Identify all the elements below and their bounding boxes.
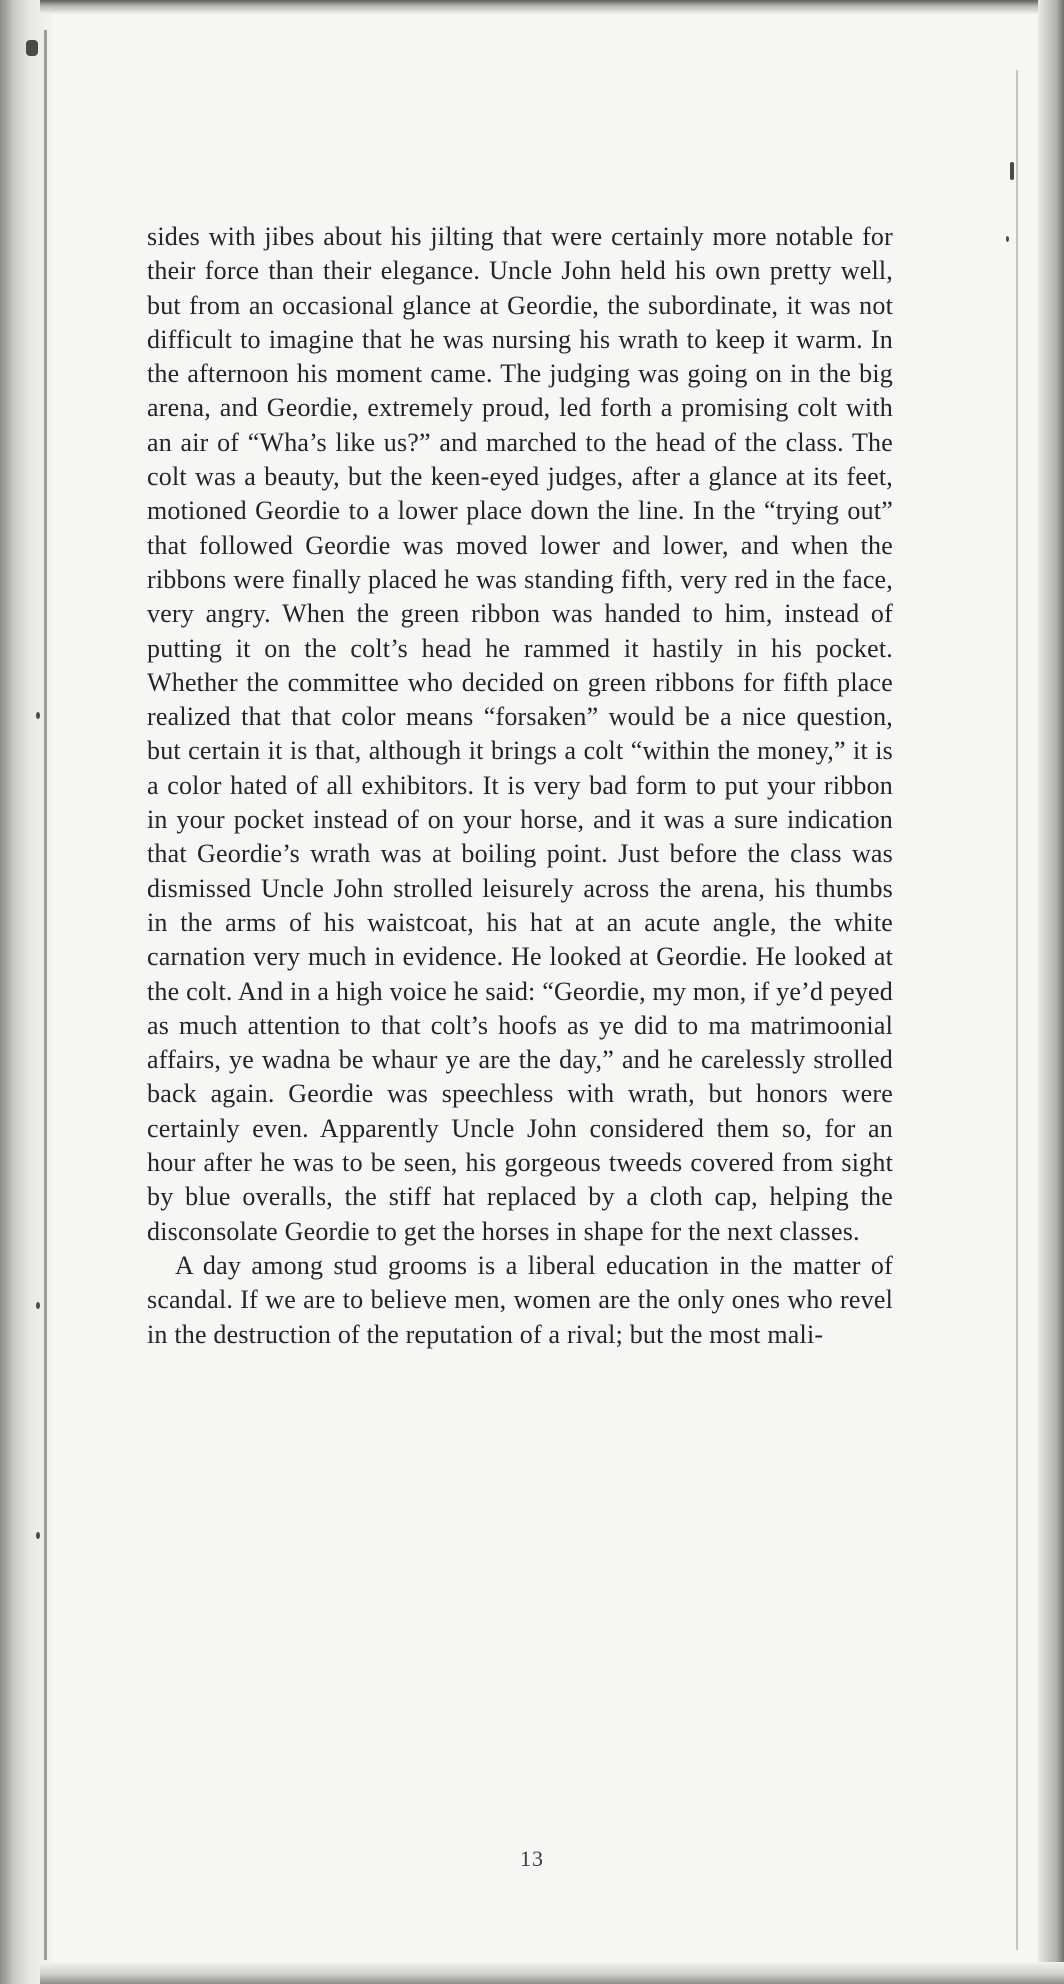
scan-speck [36, 1532, 40, 1539]
scan-speck [36, 712, 40, 719]
page-right-edge [1038, 0, 1064, 1984]
page-bottom-edge [40, 1962, 1064, 1984]
scan-speck [26, 40, 38, 56]
page-left-edge [44, 30, 47, 1960]
paragraph: A day among stud grooms is a liberal education in the matter of scandal. If we are to believe men, women are the only ones who revel in the destruction of the reputation of a rival; but the most mali- [147, 1250, 893, 1349]
scan-speck [1010, 162, 1014, 180]
scan-speck [1006, 236, 1009, 242]
body-text [147, 220, 893, 1352]
scan-speck [36, 1302, 40, 1309]
page-number: 13 [520, 1846, 544, 1871]
paragraph-continued: sides with jibes about his jilting that were certainly more notable for their force than their elegance. Uncle John held his own pretty well, but from an occasional glance at Geordie, the subordinate, it was not difficult to imagine that he was nursing his wrath to keep it warm. In the afternoon his moment came. The judging was going on in the big arena, and Geordie, extremely proud, led forth a promising colt with an air of “Wha’s like us?” and marched to the head of the class. The colt was a beauty, but the keen-eyed judges, after a glance at its feet, motioned Geordie to a lower place down the line. In the “trying out” that followed Geordie was moved lower and lower, and when the ribbons were finally placed he was standing fifth, very red in the face, very angry. When the green ribbon was handed to him, instead of putting it on the colt’s head he rammed it hastily in his pocket. Whether the committee who decided on green ribbons for fifth place realized that that color means “forsaken” would be a nice question, but certain it is that, although it brings a colt “within the money,” it is a color hated of all exhibitors. It is very bad form to put your ribbon in your pocket instead of on your horse, and it was a sure indication that Geordie’s wrath was at boiling point. Just before the class was dismissed Uncle John strolled leisurely across the arena, his thumbs in the arms of his waistcoat, his hat at an acute angle, the white carnation very much in evidence. He looked at Geordie. He looked at the colt. And in a high voice he said: “Geordie, my mon, if ye’d peyed as much attention to that colt’s hoofs as ye did to ma matrimoonial affairs, ye wadna be whaur ye are the day,” and he carelessly strolled back again. Geordie was speechless with wrath, but honors were certainly even. Apparently Uncle John considered them so, for an hour after he was to be seen, his gorgeous tweeds covered from sight by blue overalls, the stiff hat replaced by a cloth cap, helping the disconsolate Geordie to get the horses in shape for the next classes. [147, 222, 893, 1246]
page-right-rule [1016, 70, 1018, 1950]
page-top-edge [40, 0, 1064, 14]
